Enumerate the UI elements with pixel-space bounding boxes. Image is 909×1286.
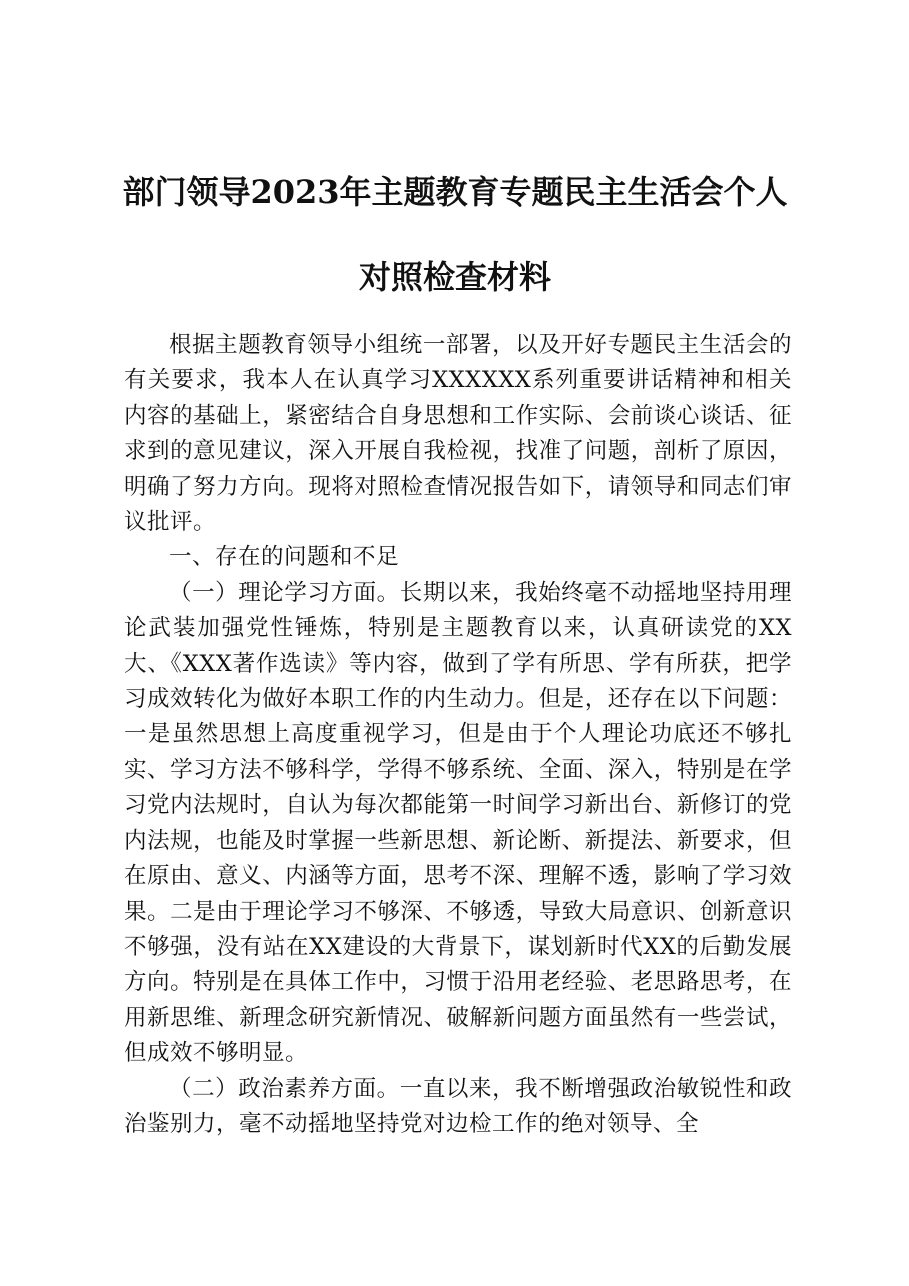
intro-paragraph: 根据主题教育领导小组统一部署，以及开好专题民主生活会的有关要求，我本人在认真学习XXXXXX系列重要讲话精神和相关内容的基础上，紧密结合自身思想和工作实际、会前谈心谈话、征求到的意见建议，深入开展自我检视，找准了问题，剖析了原因，明确了努力方向。现将对照检查情况报告如下，请领导和同志们审议批评。 — [124, 332, 792, 536]
document-body — [124, 328, 792, 1142]
theory-study-paragraph: （一）理论学习方面。长期以来，我始终毫不动摇地坚持用理论武装加强党性锤炼，特别是主题教育以来，认真研读党的XX大、《XXX著作选读》等内容，做到了学有所思、学有所获，把学习成效转化为做好本职工作的内生动力。但是，还存在以下问题：一是虽然思想上高度重视学习，但是由于个人理论功底还不够扎实、学习方法不够科学，学得不够系统、全面、深入，特别是在学习党内法规时，自认为每次都能第一时间学习新出台、新修订的党内法规，也能及时掌握一些新思想、新论断、新提法、新要求，但在原由、意义、内涵等方面，思考不深、理解不透，影响了学习效果。二是由于理论学习不够深、不够透，导致大局意识、创新意识不够强，没有站在XX建设的大背景下，谋划新时代XX的后勤发展方向。特别是在具体工作中，习惯于沿用老经验、老思路思考，在用新思维、新理念研究新情况、破解新问题方面虽然有一些尝试，但成效不够明显。 — [124, 579, 792, 1067]
document-title: 部门领导2023年主题教育专题民主生活会个人对照检查材料 — [122, 173, 788, 296]
political-quality-paragraph: （二）政治素养方面。一直以来，我不断增强政治敏锐性和政治鉴别力，毫不动摇地坚持党对边检工作的绝对领导、全 — [124, 1075, 792, 1137]
section-heading-problems: 一、存在的问题和不足 — [169, 544, 400, 571]
